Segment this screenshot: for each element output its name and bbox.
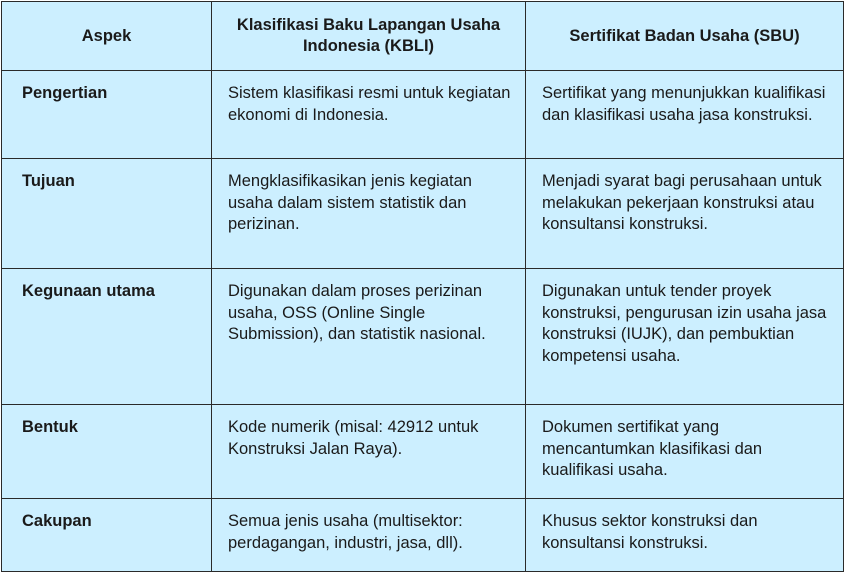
table-row: [2, 71, 844, 159]
row-kbli: Kode numerik (misal: 42912 untuk Konstruksi Jalan Raya).: [212, 405, 526, 499]
row-sbu: Khusus sektor konstruksi dan konsultansi konstruksi.: [526, 499, 844, 572]
row-aspect: Kegunaan utama: [2, 269, 212, 405]
header-kbli: Klasifikasi Baku Lapangan Usaha Indonesia (KBLI): [212, 2, 526, 71]
row-sbu: Menjadi syarat bagi perusahaan untuk melakukan pekerjaan konstruksi atau konsultansi konstruksi.: [526, 159, 844, 269]
row-kbli: Mengklasifikasikan jenis kegiatan usaha dalam sistem statistik dan perizinan.: [212, 159, 526, 269]
table-row: [2, 269, 844, 405]
table-row: [2, 405, 844, 499]
row-kbli: Sistem klasifikasi resmi untuk kegiatan ekonomi di Indonesia.: [212, 71, 526, 159]
header-sbu: Sertifikat Badan Usaha (SBU): [526, 2, 844, 71]
header-aspect: Aspek: [2, 2, 212, 71]
row-sbu: Sertifikat yang menunjukkan kualifikasi dan klasifikasi usaha jasa konstruksi.: [526, 71, 844, 159]
row-aspect: Cakupan: [2, 499, 212, 572]
table-row: [2, 499, 844, 572]
row-kbli: Digunakan dalam proses perizinan usaha, OSS (Online Single Submission), dan statistik nasional.: [212, 269, 526, 405]
comparison-table-container: [1, 1, 844, 572]
row-aspect: Pengertian: [2, 71, 212, 159]
table-header-row: [2, 2, 844, 71]
table-row: [2, 159, 844, 269]
row-kbli: Semua jenis usaha (multisektor: perdagangan, industri, jasa, dll).: [212, 499, 526, 572]
comparison-table: [1, 1, 844, 572]
row-aspect: Tujuan: [2, 159, 212, 269]
row-aspect: Bentuk: [2, 405, 212, 499]
row-sbu: Digunakan untuk tender proyek konstruksi, pengurusan izin usaha jasa konstruksi (IUJK), dan pembuktian kompetensi usaha.: [526, 269, 844, 405]
row-sbu: Dokumen sertifikat yang mencantumkan klasifikasi dan kualifikasi usaha.: [526, 405, 844, 499]
